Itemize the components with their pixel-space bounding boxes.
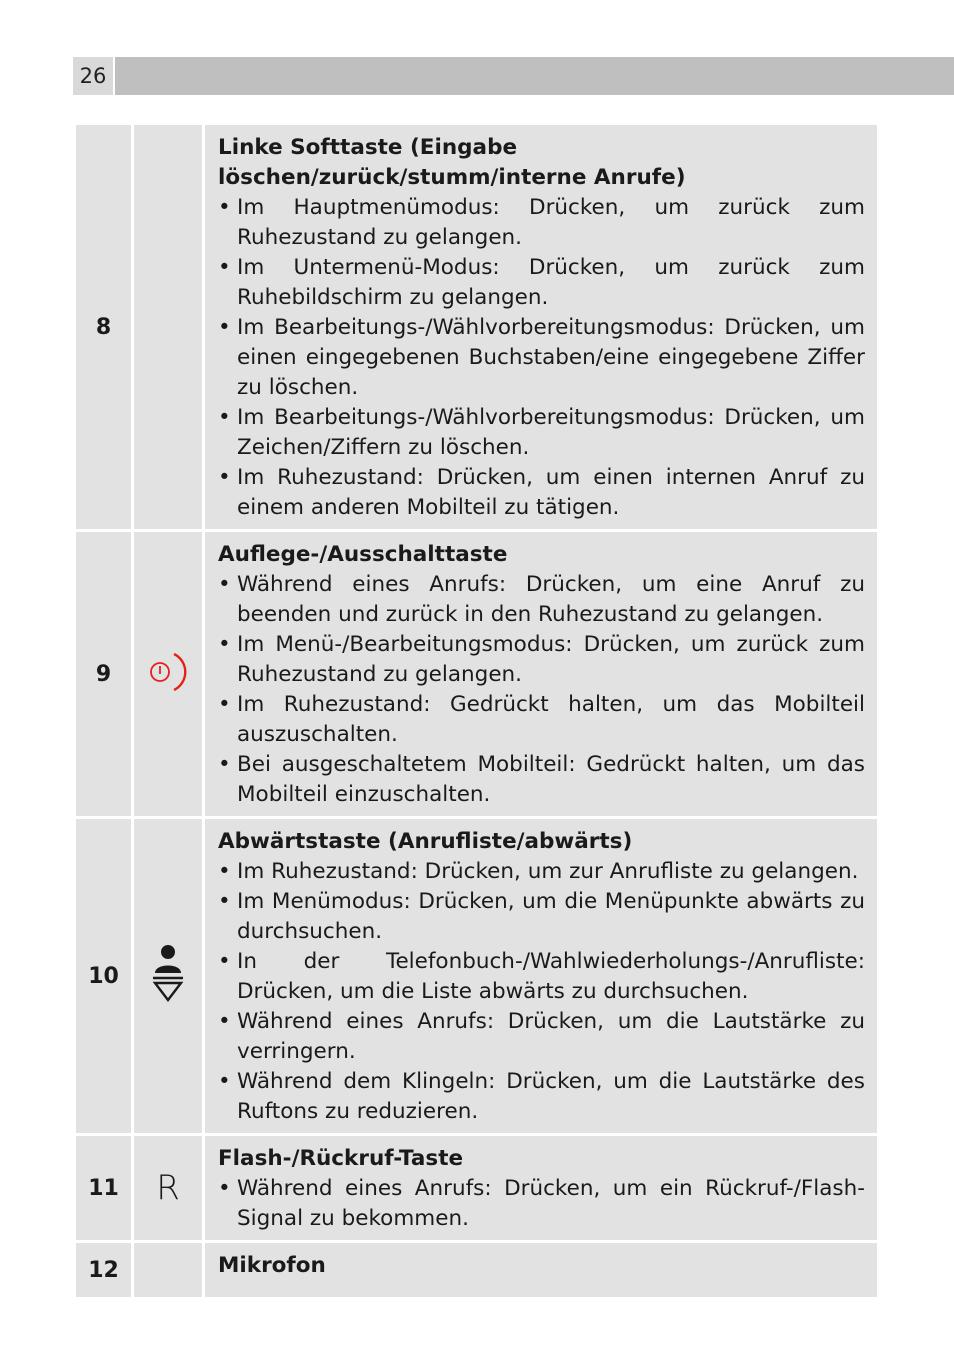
bullet-list [218, 1174, 865, 1234]
list-item: • Im Hauptmenümodus: Drücken, um zurück zum Ruhezustand zu gelangen. [218, 193, 865, 253]
list-item: • Im Untermenü-Modus: Drücken, um zurück zum Ruhebildschirm zu gelangen. [218, 253, 865, 313]
bullet-list [218, 857, 865, 1127]
icon-cell [134, 532, 202, 816]
description-cell [205, 1136, 877, 1240]
key-title: Mikrofon [218, 1253, 326, 1278]
r-icon: R [156, 1168, 180, 1208]
row-number: 8 [76, 125, 131, 529]
table-row [76, 1136, 877, 1240]
row-number: 11 [76, 1136, 131, 1240]
icon-cell [134, 1243, 202, 1297]
list-item: • Während eines Anrufs: Drücken, um ein Rückruf-/Flash-Signal zu bekommen. [218, 1174, 865, 1234]
list-item: • Im Ruhezustand: Drücken, um einen internen Anruf zu einem anderen Mobilteil zu tätigen. [218, 463, 865, 523]
description-cell [205, 1243, 877, 1297]
page-header [73, 57, 954, 95]
description-cell [205, 532, 877, 816]
list-item: • Im Bearbeitungs-/Wählvorbereitungsmodus: Drücken, um Zeichen/Ziffern zu löschen. [218, 403, 865, 463]
list-item: • Bei ausgeschaltetem Mobilteil: Gedrückt halten, um das Mobilteil einzuschalten. [218, 750, 865, 810]
bullet-list [218, 193, 865, 523]
key-title: Auflege-/Ausschalttaste [218, 542, 508, 567]
list-item: • Im Menü-/Bearbeitungsmodus: Drücken, um zurück zum Ruhezustand zu gelangen. [218, 630, 865, 690]
table-row [76, 1243, 877, 1297]
table-row [76, 532, 877, 816]
list-item: • Während eines Anrufs: Drücken, um die Lautstärke zu verringern. [218, 1007, 865, 1067]
key-title: Abwärtstaste (Anrufliste/abwärts) [218, 829, 633, 854]
row-number: 10 [76, 819, 131, 1133]
bullet-list [218, 570, 865, 810]
table-row [76, 125, 877, 529]
list-item: • Im Ruhezustand: Gedrückt halten, um das Mobilteil auszuschalten. [218, 690, 865, 750]
header-bar [115, 57, 954, 95]
row-number: 12 [76, 1243, 131, 1297]
table-row [76, 819, 877, 1133]
icon-cell [134, 819, 202, 1133]
list-item: • Während dem Klingeln: Drücken, um die Lautstärke des Ruftons zu reduzieren. [218, 1067, 865, 1127]
icon-cell [134, 125, 202, 529]
row-number: 9 [76, 532, 131, 816]
icon-cell [134, 1136, 202, 1240]
description-cell [205, 125, 877, 529]
list-item: • Im Menümodus: Drücken, um die Menüpunkte abwärts zu durchsuchen. [218, 887, 865, 947]
person-down-icon [150, 943, 186, 1005]
key-title: Linke Softtaste (Eingabe löschen/zurück/stumm/interne Anrufe) [218, 135, 686, 190]
key-title: Flash-/Rückruf-Taste [218, 1146, 464, 1171]
page-number: 26 [73, 57, 113, 95]
list-item: • Im Bearbeitungs-/Wählvorbereitungsmodus: Drücken, um einen eingegebenen Buchstaben/eine eingegebene Ziffer zu löschen. [218, 313, 865, 403]
description-cell [205, 819, 877, 1133]
power-end-icon [146, 650, 190, 694]
key-table [73, 122, 880, 1300]
list-item: • In der Telefonbuch-/Wahlwiederholungs-/Anrufliste: Drücken, um die Liste abwärts zu durchsuchen. [218, 947, 865, 1007]
list-item: • Im Ruhezustand: Drücken, um zur Anrufliste zu gelangen. [218, 857, 865, 887]
list-item: • Während eines Anrufs: Drücken, um eine Anruf zu beenden und zurück in den Ruhezustand zu gelangen. [218, 570, 865, 630]
